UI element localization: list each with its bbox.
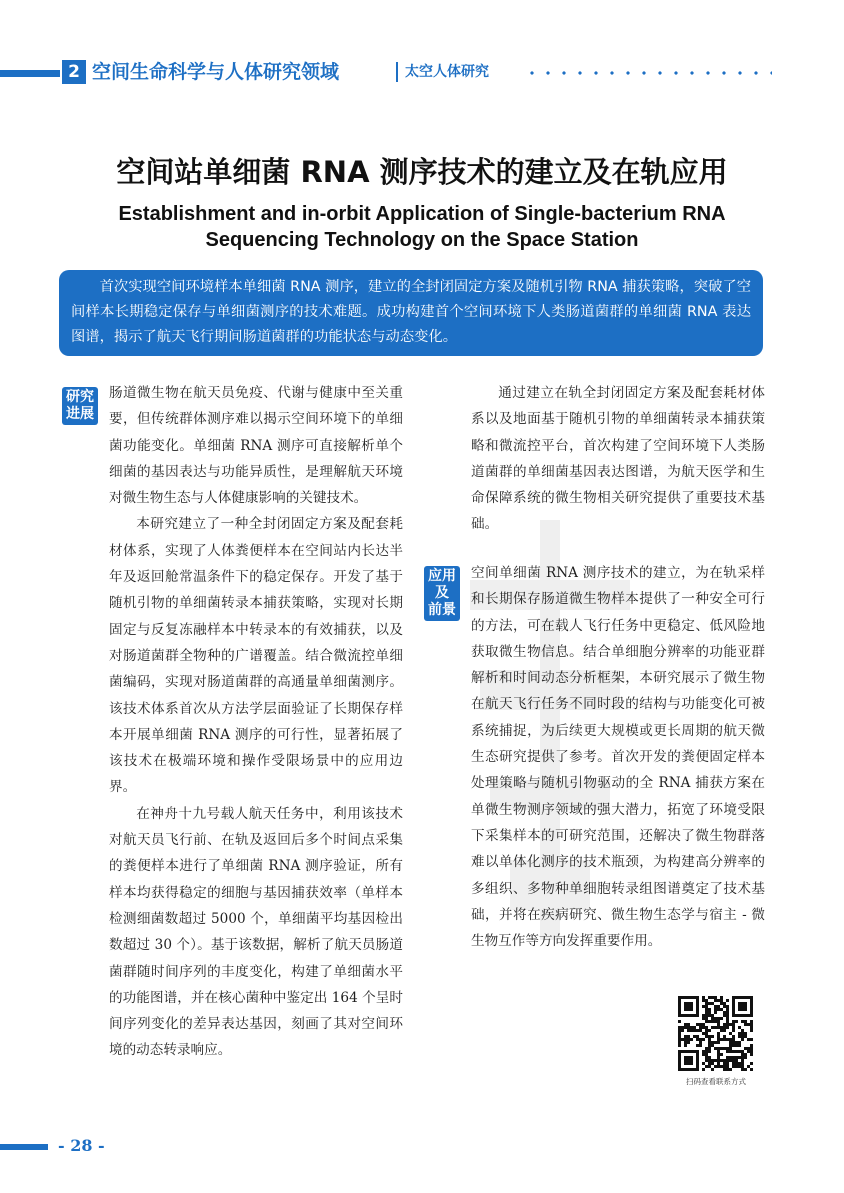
application-tag-line3: 前景 (428, 602, 456, 618)
application-prospect-tag (424, 566, 460, 621)
article-title-english: Establishment and in-orbit Application of Single-bacterium RNA Sequencing Technology on the Space Station (118, 203, 726, 251)
abstract-box (59, 270, 763, 356)
section-title: 空间生命科学与人体研究领域 (92, 61, 340, 83)
application-tag-line1: 应用 (428, 568, 456, 584)
progress-paragraph-1: 肠道微生物在航天员免疫、代谢与健康中至关重要，但传统群体测序难以揭示空间环境下的单细菌功能变化。单细菌 RNA 测序可直接解析单个细菌的基因表达与功能异质性，是理解航天环境对微生物生态与人体健康影响的关键技术。 (109, 385, 403, 507)
left-column (109, 380, 403, 1064)
progress-paragraph-4: 通过建立在轨全封闭固定方案及配套耗材体系以及地面基于随机引物的单细菌转录本捕获策略和微流控平台，首次构建了空间环境下人类肠道菌群的单细菌基因表达图谱，为航天医学和生命保障系统的微生物相关研究提供了重要技术基础。 (471, 385, 765, 533)
article-title-chinese: 空间站单细菌 RNA 测序技术的建立及在轨应用 (116, 155, 728, 189)
right-column-top (471, 380, 765, 538)
page-number: - 28 - (58, 1136, 105, 1155)
header-dotted-line (524, 71, 772, 75)
application-tag-line2: 及 (435, 585, 449, 601)
progress-paragraph-3: 在神舟十九号载人航天任务中，利用该技术对航天员飞行前、在轨及返回后多个时间点采集的粪便样本进行了单细菌 RNA 测序验证，所有样本均获得稳定的细胞与基因捕获效率（单样本检测细菌数超过 5000 个，单细菌平均基因检出数超过 30 个）。基于该数据，解析了航天员肠道菌群随时间序列的丰度变化，构建了单细菌水平的功能图谱，并在核心菌种中鉴定出 164 个呈时间序列变化的差异表达基因，刻画了其对空间环境的动态转录响应。 (109, 805, 403, 1059)
qr-caption: 扫码查看联系方式 (686, 1077, 746, 1086)
header-accent-bar (0, 70, 60, 77)
progress-paragraph-2: 本研究建立了一种全封闭固定方案及配套耗材体系，实现了人体粪便样本在空间站内长达半年及返回舱常温条件下的稳定保存。开发了基于随机引物的单细菌转录本捕获策略，实现对长期固定与反复冻融样本中转录本的有效捕获，以及对肠道菌群全物种的广谱覆盖。结合微流控单细菌编码，实现对肠道菌群的高通量单细菌测序。该技术体系首次从方法学层面验证了长期保存样本开展单细菌 RNA 测序的可行性，显著拓展了该技术在极端环境和操作受限场景中的应用边界。 (109, 516, 403, 796)
section-number-badge: 2 (62, 60, 86, 84)
qr-code-icon[interactable] (678, 996, 753, 1071)
subsection-title: 太空人体研究 (405, 64, 489, 80)
application-paragraph-1: 空间单细菌 RNA 测序技术的建立，为在轨采样和长期保存肠道微生物样本提供了一种安全可行的方法，可在载人飞行任务中更稳定、低风险地获取微生物信息。结合单细胞分辨率的功能亚群解析和时间动态分析框架，本研究展示了微生物在航天飞行任务不同时段的结构与功能变化可被系统捕捉，为后续更大规模或更长周期的航天微生态研究提供了参考。首次开发的粪便固定样本处理策略与随机引物驱动的全 RNA 捕获方案在单微生物测序领域的强大潜力，拓宽了环境受限下采集样本的可研究范围，还解决了微生物群落难以单体化测序的技术瓶颈，为构建高分辨率的多组织、多物种单细胞转录组图谱奠定了技术基础，并将在疾病研究、微生物生态学与宿主 - 微生物互作等方向发挥重要作用。 (471, 565, 765, 950)
research-progress-tag-line2: 进展 (66, 406, 94, 422)
footer-accent-bar (0, 1144, 48, 1150)
research-progress-tag-line1: 研究 (66, 389, 94, 405)
header-separator (396, 62, 398, 82)
right-column-application (471, 560, 765, 954)
research-progress-tag (62, 387, 98, 425)
abstract-text: 首次实现空间环境样本单细菌 RNA 测序，建立的全封闭固定方案及随机引物 RNA 捕获策略，突破了空间样本长期稳定保存与单细菌测序的技术难题。成功构建首个空间环境下人类肠道菌群的单细菌 RNA 表达图谱，揭示了航天飞行期间肠道菌群的功能状态与动态变化。 (71, 279, 751, 345)
